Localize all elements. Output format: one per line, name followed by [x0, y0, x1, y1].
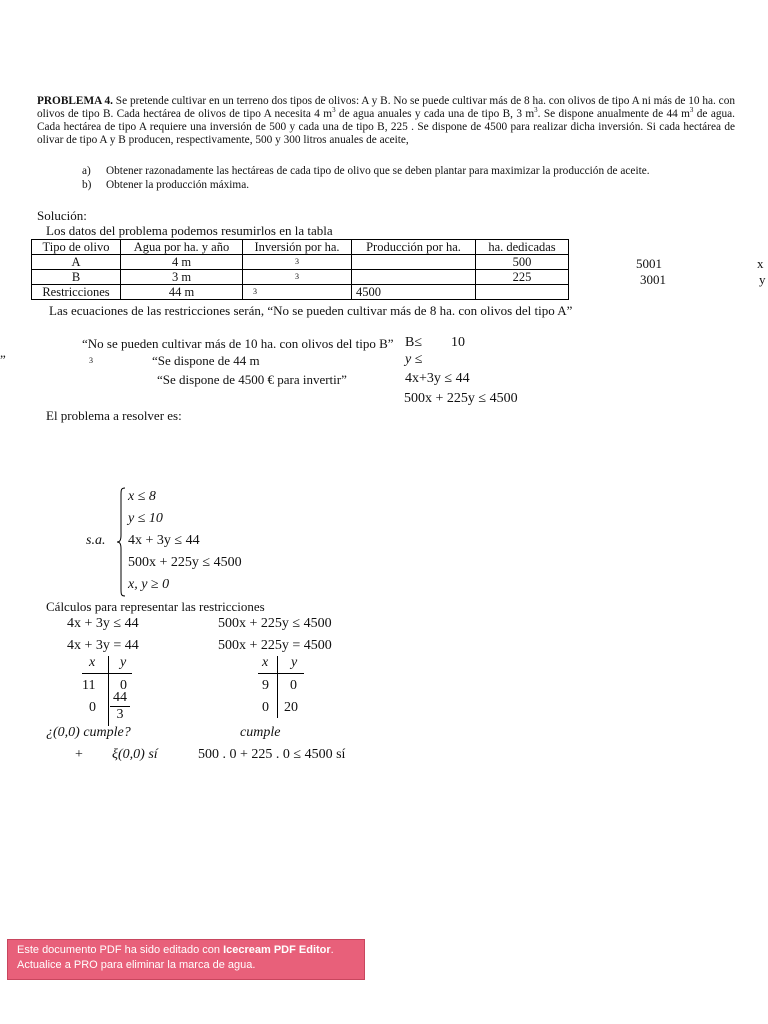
- table-header: Agua por ha. y año: [121, 240, 243, 255]
- table-cell: 4500: [352, 285, 476, 300]
- table-cell: Restricciones: [32, 285, 121, 300]
- calc-right-ineq: 500x + 225y ≤ 4500: [218, 616, 332, 631]
- table-rule: [82, 673, 132, 674]
- system-row: x, y ≥ 0: [128, 577, 170, 592]
- system-row: 4x + 3y ≤ 44: [128, 533, 200, 548]
- stray-mark: ”: [0, 352, 6, 367]
- table-cell: 20: [284, 700, 298, 715]
- item-letter: b): [82, 179, 92, 191]
- table-cell: [352, 270, 476, 285]
- restriction-math: 500x + 225y ≤ 4500: [404, 391, 518, 406]
- table-cell: 0: [120, 678, 127, 693]
- table-cell: 500: [476, 255, 569, 270]
- table-header: Inversión por ha.: [243, 240, 352, 255]
- item-text: Obtener la producción máxima.: [106, 179, 250, 191]
- check-plus: +: [75, 747, 83, 762]
- table-row: [32, 270, 569, 285]
- check-left: ¿(0,0) cumple?: [46, 725, 131, 740]
- watermark-text: Este documento PDF ha sido editado con: [17, 944, 224, 956]
- restriction-math: y ≤: [405, 352, 423, 367]
- table-header-row: [32, 240, 569, 255]
- solution-intro: Los datos del problema podemos resumirlos en la tabla: [46, 223, 333, 238]
- table-header: ha. dedicadas: [476, 240, 569, 255]
- superscript: 3: [534, 106, 538, 115]
- col-x-header: x: [262, 655, 269, 670]
- check-row-left: ξ(0,0) sí: [112, 747, 158, 762]
- restriction-label: “Se dispone de 44 m: [152, 353, 260, 368]
- item-letter: a): [82, 165, 91, 177]
- check-row-right: 500 . 0 + 225 . 0 ≤ 4500 sí: [198, 747, 346, 762]
- watermark-product: Icecream PDF Editor: [223, 944, 331, 956]
- table-cell: 3: [243, 270, 352, 285]
- solution-title: Solución:: [37, 208, 87, 223]
- side-value: 3001: [640, 272, 666, 287]
- table-cell: 0: [89, 700, 96, 715]
- watermark-banner[interactable]: [7, 939, 365, 980]
- system-row: x ≤ 8: [128, 489, 156, 504]
- col-x-header: x: [89, 655, 96, 670]
- check-right: cumple: [240, 725, 281, 740]
- table-row: [32, 255, 569, 270]
- problem-to-solve: El problema a resolver es:: [46, 408, 182, 423]
- restriction-label: “Se dispone de 4500 € para invertir”: [157, 372, 347, 387]
- watermark-line-1: [17, 943, 364, 958]
- side-var: y: [759, 272, 766, 287]
- table-rule: [258, 673, 304, 674]
- calc-right-eq: 500x + 225y = 4500: [218, 638, 332, 653]
- table-cell: 0: [290, 678, 297, 693]
- problem-text: . Se dispone anualmente de 44 m: [537, 107, 690, 120]
- table-cell: [476, 285, 569, 300]
- watermark-text: .: [330, 944, 334, 956]
- restriction-math: 10: [451, 335, 465, 350]
- table-cell: B: [32, 270, 121, 285]
- problem-text: Se pretende cultivar en un terreno dos tipos de olivos: A y B. No se puede cultivar más de 8 ha. con olivos de tipo A ni más de 10 ha. con olivos de tipo B. Cada hectárea de olivos de tipo A necesita 4 m: [37, 95, 735, 120]
- superscript: 3: [689, 106, 694, 115]
- problem-text: de agua. Cada hectárea de tipo A requiere una inversión de 500 y cada una de tipo B, 225 . Se dispone de 4500 para realizar dicha inversión. Si cada hectárea de olivar de tipo A y B producen, respectivamente, 500 y 300 litros anuales de aceite,: [37, 107, 735, 146]
- question-item-b: [82, 179, 249, 191]
- table-header: Tipo de olivo: [32, 240, 121, 255]
- table-rule: [277, 656, 278, 718]
- table-cell: 4 m: [121, 255, 243, 270]
- col-y-header: y: [291, 655, 298, 670]
- table-cell: 3: [243, 255, 352, 270]
- table-cell: 9: [262, 678, 269, 693]
- item-text: Obtener razonadamente las hectáreas de cada tipo de olivo que se deben plantar para maximizar la producción de aceite.: [106, 165, 650, 177]
- system-row: 500x + 225y ≤ 4500: [128, 555, 242, 570]
- side-value: 5001: [636, 256, 662, 271]
- problem-heading: PROBLEMA 4.: [37, 95, 113, 107]
- fraction-numerator: 44: [113, 690, 127, 705]
- table-rule: [108, 656, 109, 726]
- table-row: [32, 285, 569, 300]
- data-table: [31, 239, 569, 300]
- restriction-label: “No se pueden cultivar más de 10 ha. con olivos del tipo B”: [82, 336, 394, 351]
- superscript: 3: [332, 106, 336, 115]
- table-cell: 11: [82, 678, 96, 693]
- calc-left-ineq: 4x + 3y ≤ 44: [67, 616, 139, 631]
- restriction-math: 4x+3y ≤ 44: [405, 371, 470, 386]
- table-header: Producción por ha.: [352, 240, 476, 255]
- stray-superscript: 3: [89, 356, 93, 365]
- table-cell: 3 m: [121, 270, 243, 285]
- watermark-line-2: Actualice a PRO para eliminar la marca de agua.: [17, 959, 256, 971]
- equations-intro: Las ecuaciones de las restricciones serán, “No se pueden cultivar más de 8 ha. con olivos del tipo A”: [49, 303, 573, 318]
- fraction-denominator: 3: [110, 706, 130, 723]
- system-row: y ≤ 10: [128, 511, 163, 526]
- sa-label: s.a.: [86, 533, 106, 548]
- problem-text: de agua anuales y cada una de tipo B, 3 m: [335, 107, 535, 120]
- table-cell: 225: [476, 270, 569, 285]
- table-cell: A: [32, 255, 121, 270]
- problem-statement: [37, 95, 735, 147]
- col-y-header: y: [120, 655, 127, 670]
- question-item-a: [82, 165, 650, 177]
- table-cell: [352, 255, 476, 270]
- side-var: x: [757, 256, 764, 271]
- restriction-math: B≤: [405, 335, 423, 350]
- table-cell: 3: [243, 285, 352, 300]
- brace-icon: [117, 487, 125, 597]
- calc-left-eq: 4x + 3y = 44: [67, 638, 139, 653]
- fraction: [110, 690, 130, 723]
- calc-title: Cálculos para representar las restricciones: [46, 599, 265, 614]
- table-cell: 44 m: [121, 285, 243, 300]
- table-cell: 0: [262, 700, 269, 715]
